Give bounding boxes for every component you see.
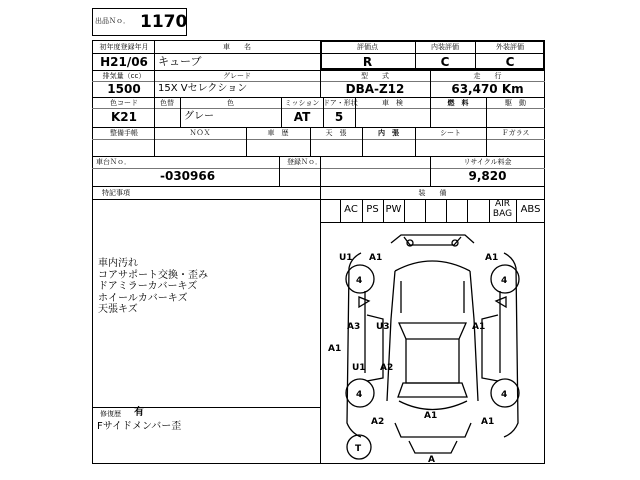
mark-u1-top: U1	[339, 253, 353, 263]
mark-a2-rear: A2	[371, 417, 385, 427]
color: グレー	[184, 111, 214, 122]
equip-airbag: AIR BAG	[492, 199, 513, 219]
color-no: K21	[111, 110, 137, 124]
interior: C	[440, 55, 450, 69]
mark-a3: A3	[347, 322, 361, 332]
lot-number: 1170	[140, 12, 188, 32]
remark-line: 天張キズ	[98, 304, 138, 315]
equip-pw: PW	[385, 204, 402, 215]
grade: 15X Vセレクション	[158, 83, 248, 94]
mark-a1-mid-left: A1	[328, 344, 342, 354]
remark-line: コアサポート交換・歪み	[98, 269, 208, 281]
doors: 5	[334, 110, 344, 124]
score-label: 評価点	[357, 43, 378, 51]
equip-abs: ABS	[520, 204, 541, 215]
mission: AT	[293, 110, 311, 124]
history-label: 車 歴	[267, 129, 289, 137]
mark-a2-mid: A2	[380, 363, 394, 373]
mark-a1-mid-right: A1	[472, 322, 486, 332]
mark-u3: U3	[376, 322, 390, 332]
repair-value: 有	[134, 407, 144, 418]
glass-label: Ｆガラス	[501, 129, 530, 137]
score: R	[362, 55, 373, 69]
equip-ps: PS	[366, 204, 379, 215]
year: H21/06	[100, 55, 148, 69]
seat-label: シート	[440, 129, 461, 137]
manual-label: 整備手帳	[110, 129, 138, 137]
remarks-list	[98, 258, 208, 316]
car-name-label: 車 名	[223, 43, 251, 51]
repair-label: 修復歴	[100, 410, 121, 418]
lot-number-label: 出品Ｎｏ．	[95, 17, 130, 25]
grade-label: グレード	[223, 72, 251, 80]
mileage: 63,470 Km	[451, 82, 524, 96]
year-label: 初年度登録年月	[99, 43, 149, 51]
equipment-label: 装 備	[418, 189, 447, 197]
reg-label: 登録Ｎｏ．	[287, 158, 322, 166]
car-name: キューブ	[158, 55, 202, 68]
sunroof-label: 天 張	[325, 129, 347, 137]
interior-wall-label: 内 張	[378, 129, 399, 137]
exterior-label: 外装評価	[496, 43, 524, 51]
inspection-label: 車 検	[382, 99, 403, 107]
recycle-fee: 9,820	[468, 169, 507, 183]
mark-a1-rear: A1	[424, 411, 438, 421]
fuel-label: 燃 料	[447, 99, 469, 107]
mark-a1-rear-right: A1	[481, 417, 495, 427]
repair-note: Fサイドメンバー歪	[97, 421, 182, 432]
spare-tire: T	[355, 444, 362, 454]
color-label: 色	[227, 99, 234, 107]
model: DBA-Z12	[345, 82, 405, 96]
remarks-label: 特記事項	[102, 189, 130, 197]
remark-line: ホイールカバーキズ	[98, 292, 188, 304]
drive-label: 駆 動	[505, 99, 526, 107]
recycle-label: リサイクル料金	[463, 158, 512, 166]
car-diagram	[321, 223, 544, 463]
mission-label: ミッション	[284, 99, 320, 107]
mark-bumper: A	[428, 455, 435, 463]
mark-a1-top-right: A1	[485, 253, 499, 263]
color-swatch-label: 色替	[160, 99, 174, 107]
interior-label: 内装評価	[431, 43, 459, 51]
tire-rl: 4	[356, 390, 363, 400]
mileage-label: 走 行	[473, 72, 502, 80]
displacement-label: 排気量（cc）	[102, 72, 146, 80]
chassis-label: 車台Ｎｏ．	[96, 158, 131, 166]
tire-fl: 4	[356, 276, 363, 286]
displacement: 1500	[107, 82, 141, 96]
exterior: C	[505, 55, 515, 69]
remark-line: 車内汚れ	[98, 258, 138, 269]
nox-label: ＮＯＸ	[189, 129, 211, 137]
mark-a1-top-left: A1	[369, 253, 383, 263]
model-label: 型 式	[361, 72, 389, 80]
tire-fr: 4	[501, 276, 508, 286]
equip-ac: AC	[344, 204, 358, 215]
chassis-number: -030966	[160, 169, 216, 183]
remark-line: ドアミラーカバーキズ	[98, 281, 198, 292]
mark-u1-mid: U1	[352, 363, 366, 373]
tire-rr: 4	[501, 390, 508, 400]
doors-label: ドア・形状	[323, 99, 358, 107]
color-no-label: 色コード	[110, 99, 138, 107]
